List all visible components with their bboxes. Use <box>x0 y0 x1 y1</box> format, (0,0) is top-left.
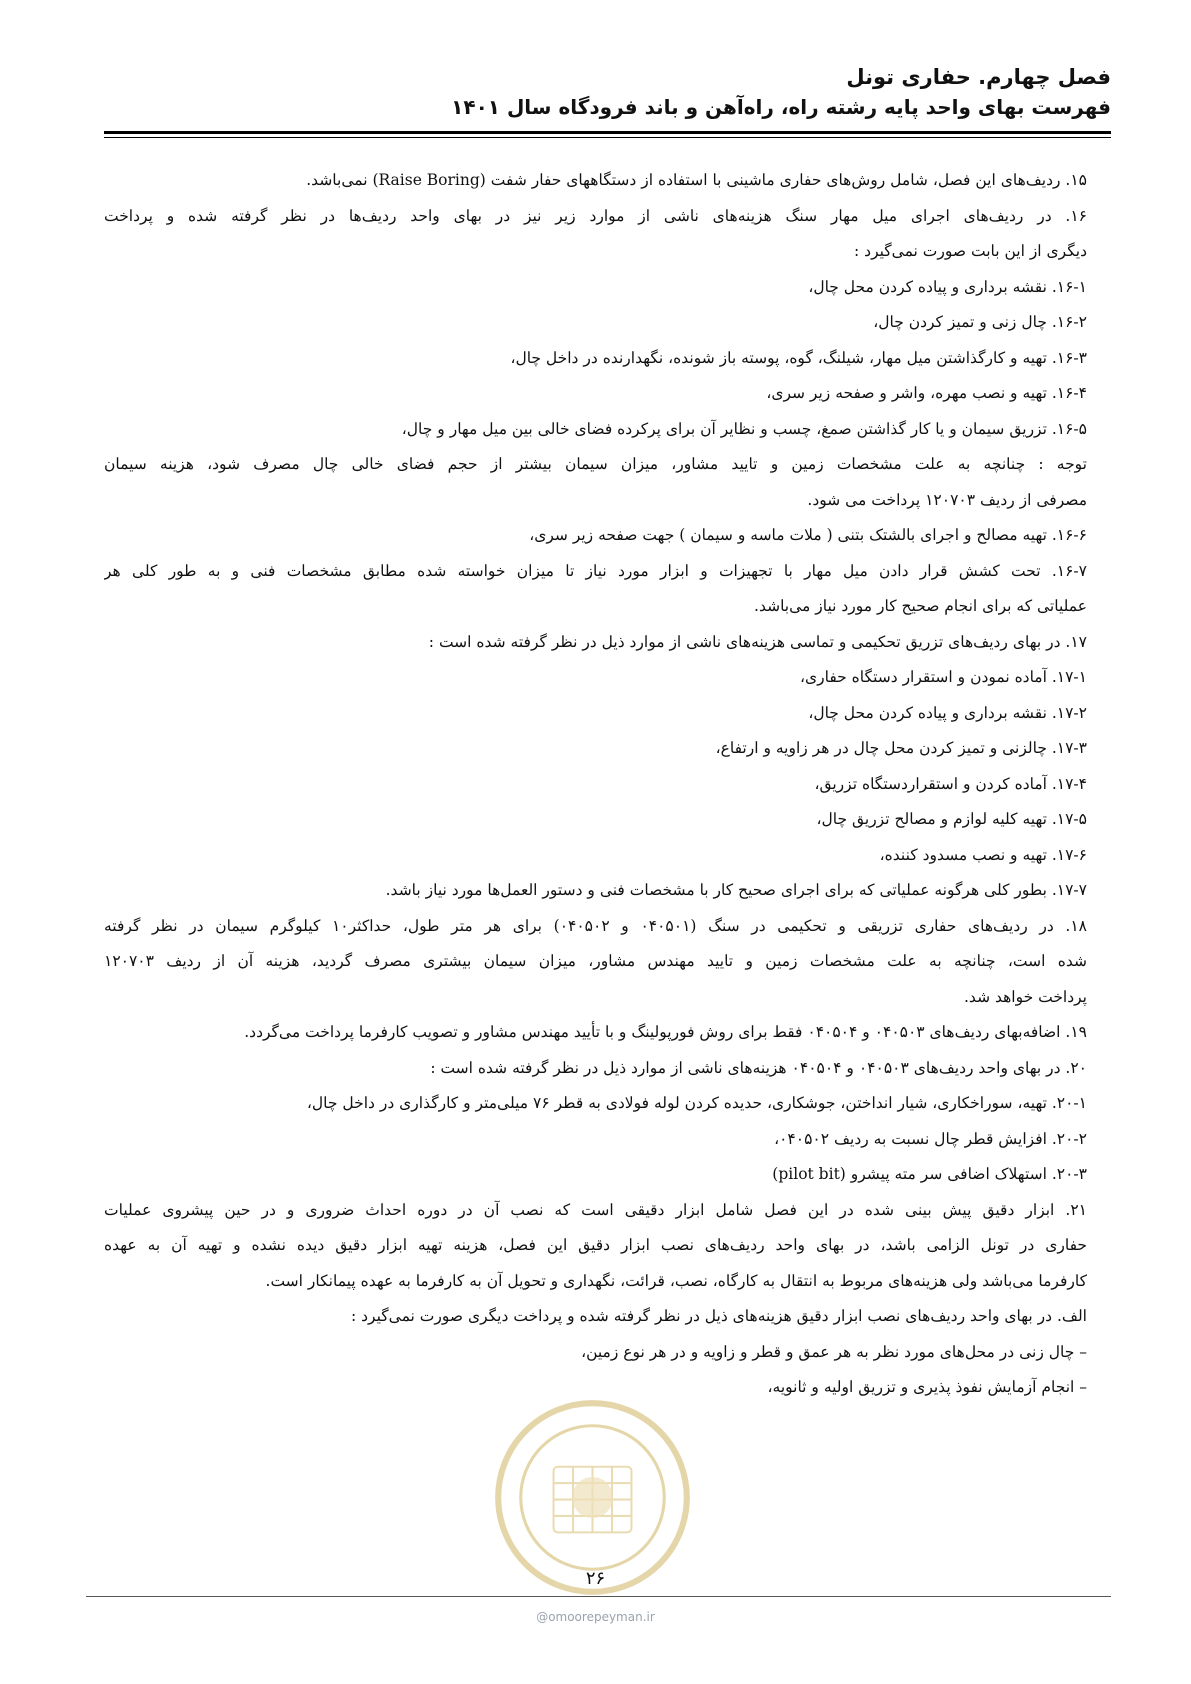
text-line: ۱۶-۱. نقشه برداری و پیاده کردن محل چال، <box>808 277 1087 296</box>
document-subtitle: فهرست بهای واحد پایه رشته راه، راه‌آهن و باند فرودگاه سال ۱۴۰۱ <box>451 95 1111 119</box>
footer-rule <box>86 1596 1111 1597</box>
text-line: ۱۶-۴. تهیه و نصب مهره، واشر و صفحه زیر سری، <box>766 384 1087 402</box>
text-line: شده است، چنانچه به علت مشخصات زمین و تایید مهندس مشاور، میزان سیمان بیشتری مصرف گردید، هزینه آن از ردیف ۱۲۰۷۰۳ <box>104 952 1087 970</box>
body-text <box>104 163 1087 1406</box>
page-header <box>80 62 1111 122</box>
text-line: ۲۰. در بهای واحد ردیف‌های ۰۴۰۵۰۳ و ۰۴۰۵۰۴ هزینه‌های ناشی از موارد ذیل در نظر گرفته شده است : <box>430 1058 1087 1077</box>
text-line: عملیاتی که برای انجام صحیح کار مورد نیاز می‌باشد. <box>754 597 1087 615</box>
text-line: ۱۵. ردیف‌های این فصل، شامل روش‌های حفاری ماشینی با استفاده از دستگاههای حفار شفت (Raise Boring) نمی‌باشد. <box>306 171 1087 189</box>
text-line: ۱۶-۳. تهیه و کارگذاشتن میل مهار، شیلنگ، گوه، پوسته باز شونده، نگهدارنده در داخل چال، <box>510 348 1087 367</box>
text-line: الف. در بهای واحد ردیف‌های نصب ابزار دقیق هزینه‌های ذیل در نظر گرفته شده و پرداخت دیگری صورت نمی‌گیرد : <box>350 1307 1087 1325</box>
chapter-title: فصل چهارم. حفاری تونل <box>846 65 1111 89</box>
text-line: ۱۷-۱. آماده نمودن و استقرار دستگاه حفاری، <box>799 668 1087 686</box>
text-line: ۱۶-۵. تزریق سیمان و یا کار گذاشتن صمغ، چسب و نظایر آن برای پرکرده فضای خالی بین میل مهار و چال، <box>401 419 1087 438</box>
text-line: ۱۷-۵. تهیه کلیه لوازم و مصالح تزریق چال، <box>816 810 1087 828</box>
website-watermark: @omoorepeyman.ir <box>536 1610 655 1624</box>
text-line: – انجام آزمایش نفوذ پذیری و تزریق اولیه و ثانویه، <box>767 1378 1087 1396</box>
text-line: ۱۸. در ردیف‌های حفاری تزریقی و تحکیمی در سنگ (۰۴۰۵۰۱ و ۰۴۰۵۰۲) برای هر متر طول، حداکثر۱۰ کیلوگرم سیمان در نظر گرفته <box>104 916 1087 935</box>
text-line: ۱۶-۷. تحت کشش قرار دادن میل مهار با تجهیزات و ابزار مورد نیاز تا میزان خواسته شده مطابق مشخصات فنی و به طور کلی هر <box>104 561 1087 580</box>
text-line: پرداخت خواهد شد. <box>964 987 1087 1006</box>
text-line: ۲۰-۲. افزایش قطر چال نسبت به ردیف ۰۴۰۵۰۲، <box>774 1129 1087 1148</box>
header-rule-thin <box>104 137 1111 138</box>
text-line: ۱۶-۲. چال زنی و تمیز کردن چال، <box>873 313 1087 331</box>
text-line: ۲۰-۱. تهیه، سوراخکاری، شیار انداختن، جوشکاری، حدیده کردن لوله فولادی به قطر ۷۶ میلی‌متر و کارگذاری در داخل چال، <box>306 1094 1087 1112</box>
text-line: ۱۷. در بهای ردیف‌های تزریق تحکیمی و تماسی هزینه‌های ناشی از موارد ذیل در نظر گرفته شده است : <box>428 632 1087 651</box>
text-line: مصرفی از ردیف ۱۲۰۷۰۳ پرداخت می شود. <box>807 490 1087 509</box>
text-line: ۱۷-۳. چالزنی و تمیز کردن محل چال در هر زاویه و ارتفاع، <box>715 739 1087 757</box>
text-line: ۱۷-۴. آماده کردن و استقراردستگاه تزریق، <box>814 774 1087 793</box>
page-number: ۲۶ <box>585 1568 606 1589</box>
text-line: ۱۶. در ردیف‌های اجرای میل مهار سنگ هزینه‌های ناشی از موارد زیر نیز در بهای واحد ردیف‌ها در نظر گرفته شده و پرداخت <box>104 206 1087 225</box>
text-line: ۱۶-۶. تهیه مصالح و اجرای بالشتک بتنی ( ملات ماسه و سیمان ) جهت صفحه زیر سری، <box>529 526 1087 544</box>
text-line: ۱۷-۶. تهیه و نصب مسدود کننده، <box>879 845 1087 864</box>
text-line: دیگری از این بابت صورت نمی‌گیرد : <box>854 242 1087 260</box>
text-line: ۱۷-۲. نقشه برداری و پیاده کردن محل چال، <box>808 703 1087 722</box>
text-line: ۱۹. اضافه‌بهای ردیف‌های ۰۴۰۵۰۳ و ۰۴۰۵۰۴ فقط برای روش فورپولینگ و با تأیید مهندس مشاور و تصویب کارفرما پرداخت می‌گردد. <box>244 1023 1087 1041</box>
text-line: توجه : چنانچه به علت مشخصات زمین و تایید مشاور، میزان سیمان بیشتر از حجم فضای خالی چال مصرف شود، هزینه سیمان <box>104 455 1087 473</box>
text-line: حفاری در تونل الزامی باشد، در بهای واحد ردیف‌های نصب ابزار دقیق این فصل، هزینه تهیه ابزار دقیق دیده نشده و تهیه آن به عهده <box>104 1236 1087 1254</box>
header-rule-thick <box>104 131 1111 134</box>
text-line: ۱۷-۷. بطور کلی هرگونه عملیاتی که برای اجرای صحیح کار با مشخصات فنی و دستور العمل‌ها مورد نیاز باشد. <box>385 881 1087 899</box>
text-line: کارفرما می‌باشد ولی هزینه‌های مربوط به انتقال به کارگاه، نصب، قرائت، نگهداری و تحویل آن به کارفرما به عهده پیمانکار است. <box>265 1271 1087 1290</box>
text-line: ۲۰-۳. استهلاک اضافی سر مته پیشرو (pilot bit) <box>772 1165 1087 1183</box>
text-line: – چال زنی در محل‌های مورد نظر به هر عمق و قطر و زاویه و در هر نوع زمین، <box>581 1342 1087 1361</box>
text-line: ۲۱. ابزار دقیق پیش بینی شده در این فصل شامل ابزار دقیقی است که نصب آن در دوره احداث ضروری و در حین پیشروی عملیات <box>104 1200 1087 1219</box>
